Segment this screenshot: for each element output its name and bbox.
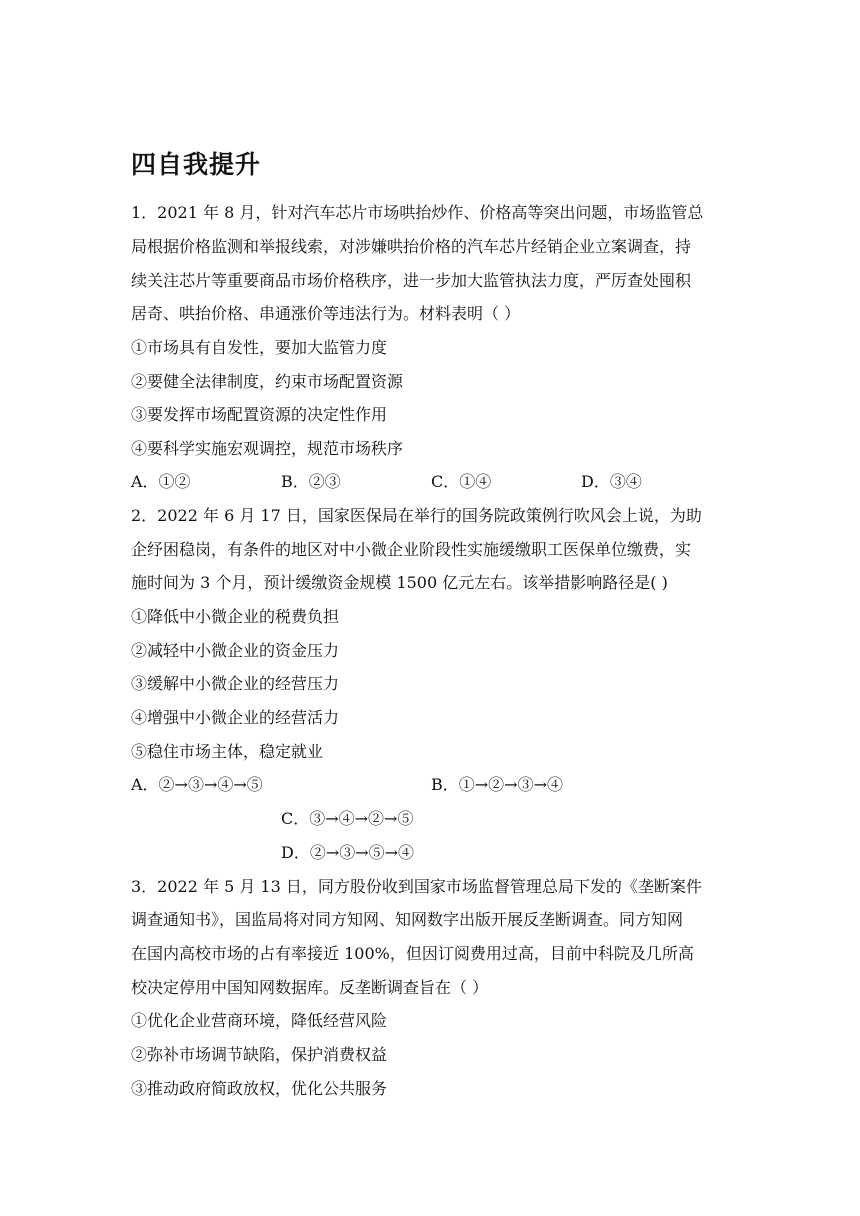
q1-option-a: A．①②	[131, 472, 191, 491]
q2-item-5: ⑤稳住市场主体，稳定就业	[131, 742, 324, 761]
q1-option-d: D．③④	[581, 472, 642, 491]
q2-option-b: B．①→②→③→④	[431, 775, 563, 794]
q1-option-c: C．①④	[431, 472, 492, 491]
q1-stem-line-2: 局根据价格监测和举报线索，对涉嫌哄抬价格的汽车芯片经销企业立案调查，持	[131, 237, 692, 256]
q3-item-3: ③推动政府简政放权，优化公共服务	[131, 1079, 388, 1098]
q2-item-4: ④增强中小微企业的经营活力	[131, 708, 340, 727]
q2-option-a: A．②→③→④→⑤	[131, 775, 263, 794]
q2-item-1: ①降低中小微企业的税费负担	[131, 607, 340, 626]
q3-stem-line-1: 3．2022 年 5 月 13 日，同方股份收到国家市场监督管理总局下发的《垄断案件	[131, 877, 702, 896]
q3-stem-line-2: 调查通知书》，国监局将对同方知网、知网数字出版开展反垄断调查。同方知网	[131, 910, 684, 929]
q3-item-2: ②弥补市场调节缺陷，保护消费权益	[131, 1045, 388, 1064]
q3-stem-line-4: 校决定停用中国知网数据库。反垄断调查旨在（ ）	[131, 978, 489, 997]
q2-item-2: ②减轻中小微企业的资金压力	[131, 641, 340, 660]
q2-stem-line-3: 施时间为 3 个月，预计缓缴资金规模 1500 亿元左右。该举措影响路径是( )	[131, 573, 668, 592]
q2-stem-line-1: 2．2022 年 6 月 17 日，国家医保局在举行的国务院政策例行吹风会上说，为助	[131, 506, 702, 525]
q1-stem-line-3: 续关注芯片等重要商品市场价格秩序，进一步加大监管执法力度，严厉查处囤积	[131, 271, 692, 290]
q2-option-c: C．③→④→②→⑤	[281, 809, 414, 828]
q1-item-2: ②要健全法律制度，约束市场配置资源	[131, 372, 404, 391]
q1-stem-line-4: 居奇、哄抬价格、串通涨价等违法行为。材料表明（ ）	[131, 304, 521, 323]
q1-item-1: ①市场具有自发性，要加大监管力度	[131, 338, 388, 357]
q1-stem-line-1: 1．2021 年 8 月，针对汽车芯片市场哄抬炒作、价格高等突出问题，市场监管总	[131, 203, 704, 222]
q2-stem-line-2: 企纾困稳岗，有条件的地区对中小微企业阶段性实施缓缴职工医保单位缴费，实	[131, 540, 692, 559]
q2-item-3: ③缓解中小微企业的经营压力	[131, 674, 340, 693]
q1-item-3: ③要发挥市场配置资源的决定性作用	[131, 405, 388, 424]
q2-option-d: D．②→③→⑤→④	[281, 843, 415, 862]
q1-option-b: B．②③	[281, 472, 341, 491]
q3-item-1: ①优化企业营商环境，降低经营风险	[131, 1011, 388, 1030]
q3-stem-line-3: 在国内高校市场的占有率接近 100%，但因订阅费用过高，目前中科院及几所高	[131, 944, 694, 963]
section-heading: 四自我提升	[131, 150, 262, 179]
q1-item-4: ④要科学实施宏观调控，规范市场秩序	[131, 439, 404, 458]
